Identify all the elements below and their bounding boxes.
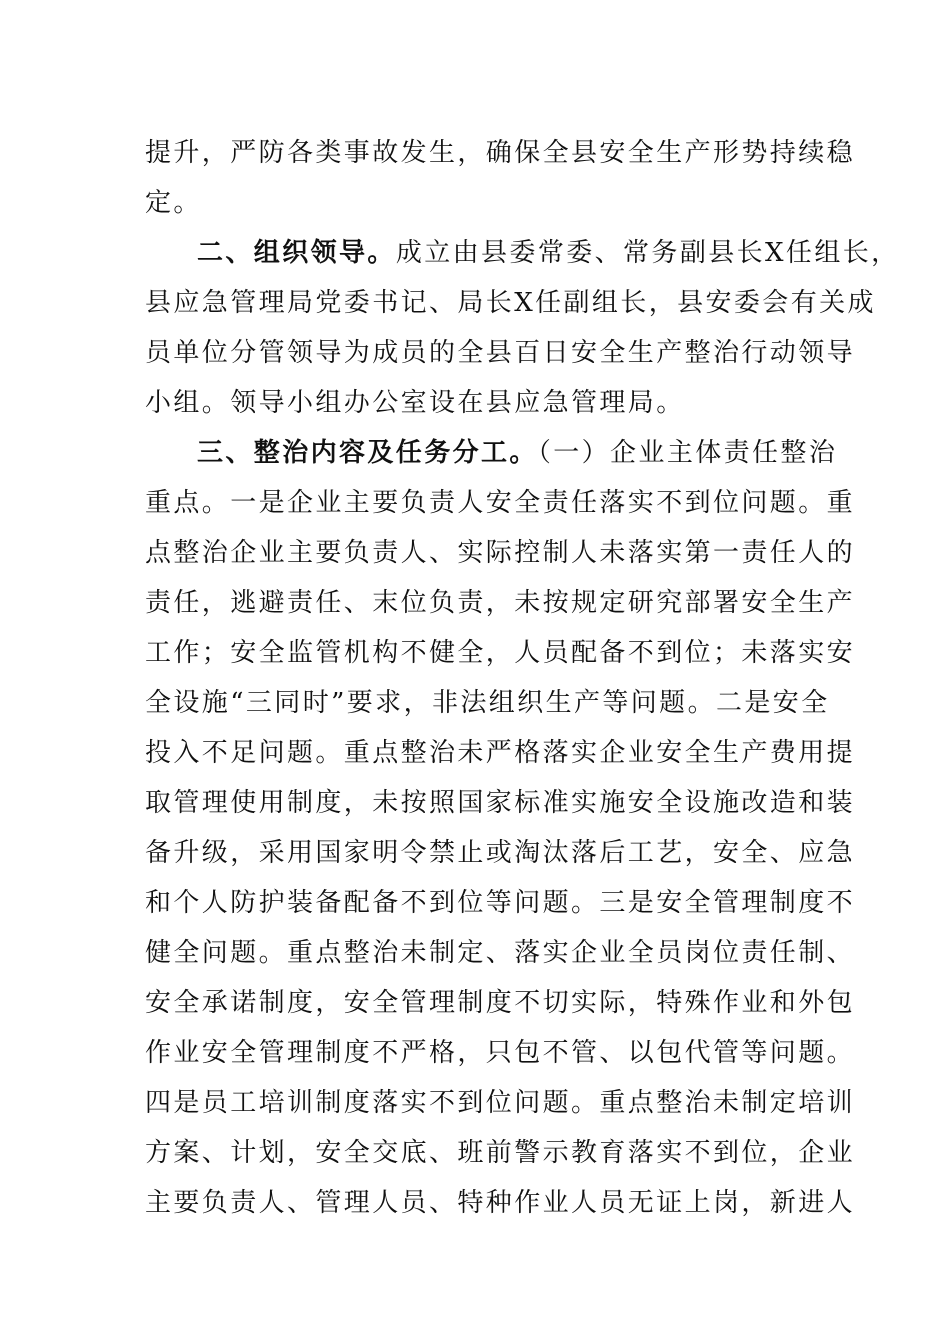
text-line: 责任，逃避责任、末位负责，未按规定研究部署安全生产 [145,588,856,618]
text-line: 备升级，采用国家明令禁止或淘汰落后工艺，安全、应急 [145,838,856,868]
text-line: 作业安全管理制度不严格，只包不管、以包代管等问题。 [145,1038,856,1068]
text-line: 员单位分管领导为成员的全县百日安全生产整治行动领导 [145,338,856,368]
text-line: 定。 [145,188,202,218]
text-line: 县应急管理局党委书记、局长X任副组长，县安委会有关成 [145,288,876,318]
text-line: 取管理使用制度，未按照国家标准实施安全设施改造和装 [145,788,856,818]
document-body [145,128,900,1228]
text-line: 四是员工培训制度落实不到位问题。重点整治未制定培训 [145,1088,856,1118]
text-line: 小组。领导小组办公室设在县应急管理局。 [145,388,685,418]
text-line: 和个人防护装备配备不到位等问题。三是安全管理制度不 [145,888,856,918]
text-segment: （一）企业主体责任整治 [537,438,838,468]
text-line: 主要负责人、管理人员、特种作业人员无证上岗，新进人 [145,1188,856,1218]
text-line: 提升，严防各类事故发生，确保全县安全生产形势持续稳 [145,138,856,168]
text-line: 投入不足问题。重点整治未严格落实企业安全生产费用提 [145,738,856,768]
text-line: 方案、计划，安全交底、班前警示教育落实不到位，企业 [145,1138,856,1168]
paragraph-first-line [145,428,838,478]
section-heading: 二、组织领导。 [197,238,396,268]
text-line: 安全承诺制度，安全管理制度不切实际，特殊作业和外包 [145,988,856,1018]
text-line: 工作；安全监管机构不健全，人员配备不到位；未落实安 [145,638,856,668]
text-segment: 成立由县委常委、常务副县长X任组长， [395,238,900,268]
text-line: 点整治企业主要负责人、实际控制人未落实第一责任人的 [145,538,856,568]
paragraph-first-line [145,228,900,278]
text-line: 健全问题。重点整治未制定、落实企业全员岗位责任制、 [145,938,856,968]
text-line: 重点。一是企业主要负责人安全责任落实不到位问题。重 [145,488,856,518]
section-heading: 三、整治内容及任务分工。 [197,438,538,468]
text-line: 全设施“三同时”要求，非法组织生产等问题。二是安全 [145,688,830,718]
